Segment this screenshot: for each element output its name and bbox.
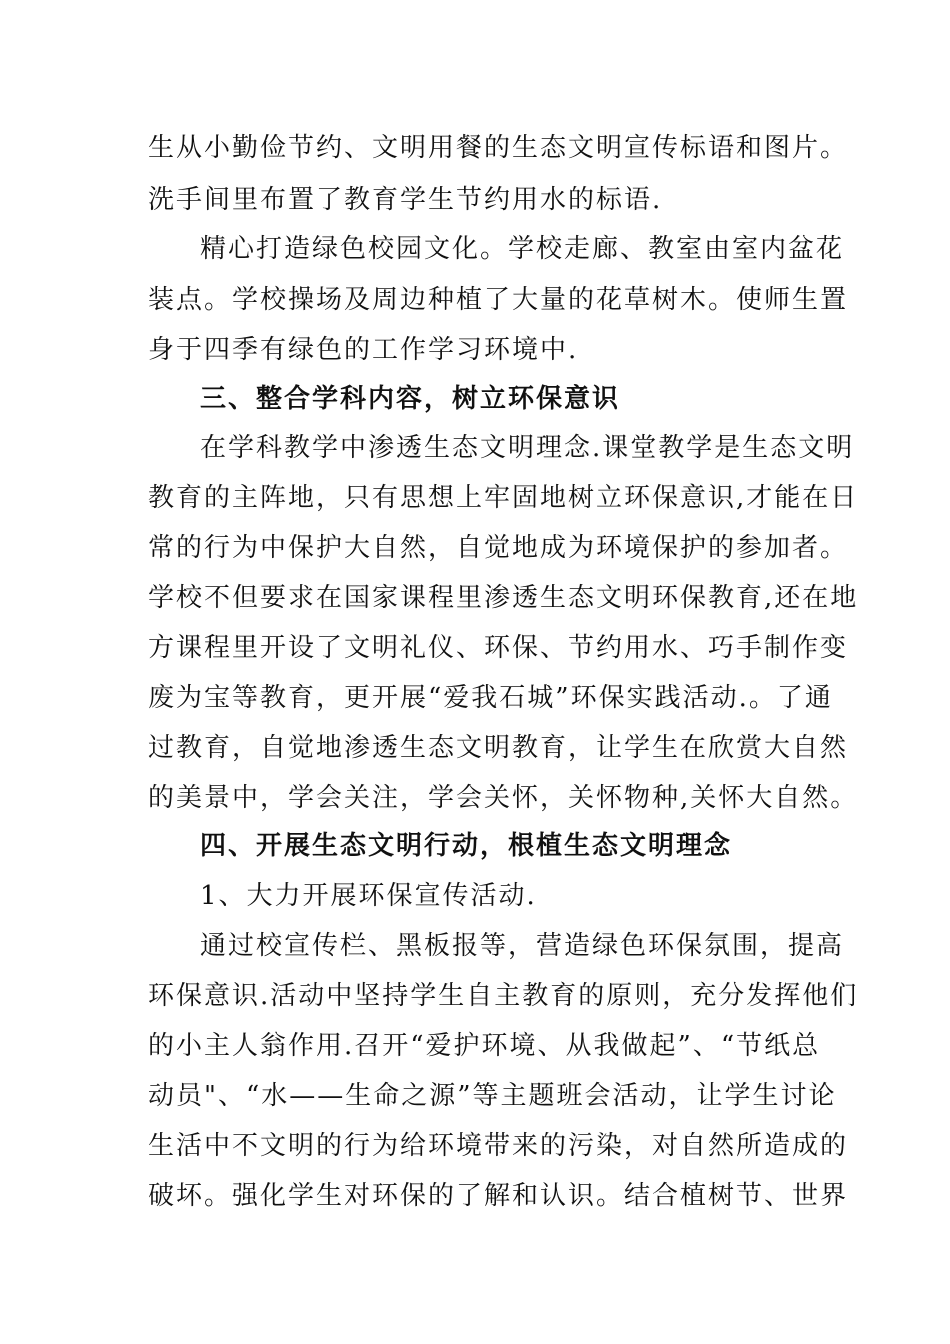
paragraph-line: 废为宝等教育，更开展“爱我石城”环保实践活动.。了通: [148, 683, 833, 713]
subsection-heading: 1、大力开展环保宣传活动.: [200, 881, 537, 911]
section-heading: 三、整合学科内容，树立环保意识: [200, 384, 621, 414]
paragraph-line: 教育的主阵地，只有思想上牢固地树立环保意识,才能在日: [148, 483, 859, 513]
paragraph-line: 动员"、“水——生命之源”等主题班会活动，让学生讨论: [148, 1081, 837, 1111]
paragraph-line: 破坏。强化学生对环保的了解和认识。结合植树节、世界: [148, 1181, 849, 1211]
paragraph-line: 环保意识.活动中坚持学生自主教育的原则，充分发挥他们: [148, 981, 859, 1011]
paragraph-line: 精心打造绿色校园文化。学校走廊、教室由室内盆花: [200, 234, 845, 264]
paragraph-line: 的小主人翁作用.召开“爱护环境、从我做起”、“节纸总: [148, 1031, 821, 1061]
paragraph-line: 生从小勤俭节约、文明用餐的生态文明宣传标语和图片。: [148, 133, 849, 163]
paragraph-line: 装点。学校操场及周边种植了大量的花草树木。使师生置: [148, 285, 849, 315]
paragraph-line: 生活中不文明的行为给环境带来的污染，对自然所造成的: [148, 1131, 849, 1161]
paragraph-line: 过教育，自觉地渗透生态文明教育，让学生在欣赏大自然: [148, 733, 849, 763]
paragraph-line: 学校不但要求在国家课程里渗透生态文明环保教育,还在地: [148, 583, 859, 613]
paragraph-line: 通过校宣传栏、黑板报等，营造绿色环保氛围，提高: [200, 931, 845, 961]
paragraph-line: 身于四季有绿色的工作学习环境中.: [148, 335, 579, 365]
paragraph-line: 常的行为中保护大自然，自觉地成为环境保护的参加者。: [148, 533, 849, 563]
paragraph-line: 在学科教学中渗透生态文明理念.课堂教学是生态文明: [200, 433, 855, 463]
paragraph-line: 的美景中，学会关注，学会关怀，关怀物种,关怀大自然。: [148, 783, 859, 813]
paragraph-line: 方课程里开设了文明礼仪、环保、节约用水、巧手制作变: [148, 633, 849, 663]
paragraph-line: 洗手间里布置了教育学生节约用水的标语.: [148, 185, 663, 215]
section-heading: 四、开展生态文明行动，根植生态文明理念: [200, 831, 733, 861]
